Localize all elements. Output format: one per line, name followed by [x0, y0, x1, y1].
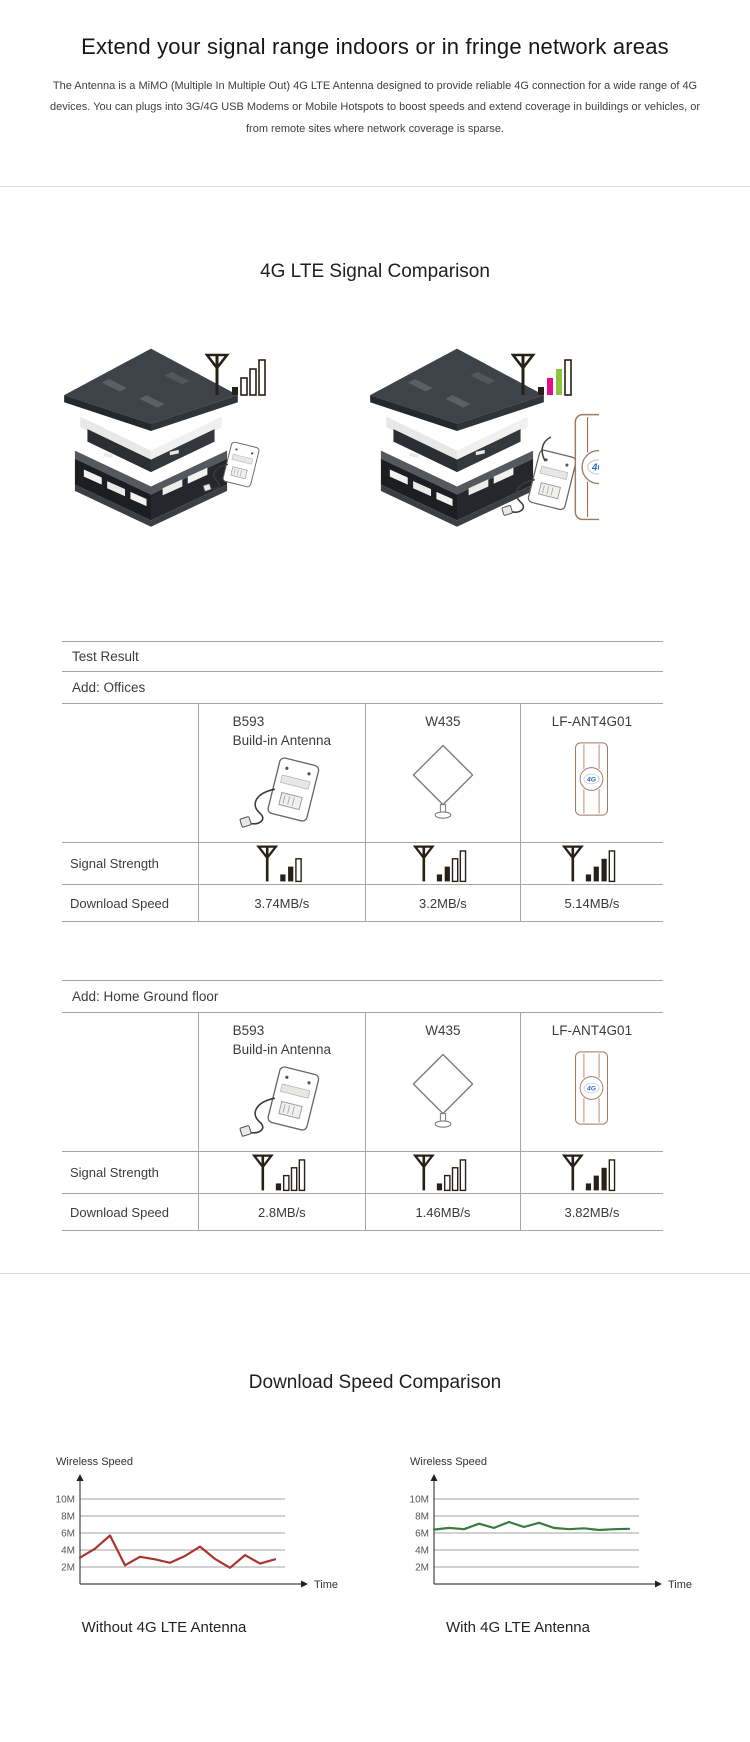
row-label-download-speed: [62, 884, 198, 921]
product-name: B593: [232, 1023, 265, 1039]
signal-cell-b593: [198, 842, 365, 884]
table-corner-cell: [62, 704, 198, 842]
svg-text:6M: 6M: [415, 1528, 429, 1540]
column-header-lf-ant4g01: [520, 704, 663, 842]
section-title-download-speed: Download Speed Comparison: [248, 1372, 502, 1394]
row-label-text: Download Speed: [70, 1204, 170, 1220]
row-label-signal-strength: [62, 1151, 198, 1193]
column-header-lf-ant4g01: [520, 1013, 663, 1151]
modem-device-illustration: [201, 429, 265, 505]
svg-text:2M: 2M: [415, 1562, 429, 1574]
column-header-b593: [198, 704, 365, 842]
section-divider-bottom: [0, 1273, 750, 1274]
product-subname: Build-in Antenna: [232, 1041, 331, 1057]
product-image-w435: [407, 742, 479, 822]
download-speed-b593: 3.74MB/s: [198, 884, 365, 921]
scene-without-antenna: [55, 341, 344, 537]
signal-bars-icon: [511, 347, 578, 403]
download-speed-w435: 1.46MB/s: [365, 1193, 520, 1230]
test-table-home-ground-floor: [62, 980, 663, 1231]
comparison-table: [62, 703, 663, 922]
svg-text:4M: 4M: [415, 1545, 429, 1557]
signal-cell-w435: [365, 842, 520, 884]
charts-row: [0, 1456, 750, 1636]
section-divider-top: [0, 186, 750, 187]
product-image-lf-ant4g01: [573, 740, 610, 818]
page-title: Extend your signal range indoors or in fringe network areas: [81, 34, 669, 59]
column-header-b593: [198, 1013, 365, 1151]
product-image-w435: [407, 1051, 479, 1131]
chart-without-antenna: [40, 1456, 352, 1636]
houses-row: [0, 341, 750, 537]
section-title-signal-comparison: 4G LTE Signal Comparison: [260, 261, 490, 283]
column-header-w435: [365, 704, 520, 842]
product-name: LF-ANT4G01: [551, 714, 633, 730]
line-chart-with-antenna: [394, 1471, 706, 1603]
column-header-w435: [365, 1013, 520, 1151]
product-name: W435: [425, 714, 461, 730]
signal-bars-icon: [253, 844, 311, 884]
row-label-download-speed: [62, 1193, 198, 1230]
svg-text:10M: 10M: [55, 1494, 75, 1506]
table-caption: Add: Home Ground floor: [62, 980, 663, 1012]
table-caption: Add: Offices: [72, 680, 146, 696]
chart-y-axis-label: Wireless Speed: [56, 1456, 134, 1469]
signal-bars-icon: [248, 1153, 315, 1193]
download-speed-section: [0, 1372, 750, 1636]
test-table-offices: [62, 641, 663, 922]
product-image-lf-ant4g01: [573, 1049, 610, 1127]
svg-text:Time: Time: [668, 1579, 693, 1592]
signal-cell-lf-ant4g01: [520, 842, 663, 884]
row-label-signal-strength: [62, 842, 198, 884]
svg-text:8M: 8M: [61, 1511, 75, 1523]
table-pre-caption: [62, 641, 663, 672]
svg-text:6M: 6M: [61, 1528, 75, 1540]
signal-bars-icon: [558, 844, 625, 884]
svg-text:Time: Time: [314, 1579, 339, 1592]
page-header: [0, 34, 750, 140]
svg-text:4M: 4M: [61, 1545, 75, 1557]
signal-bars-icon: [409, 1153, 476, 1193]
table-corner-cell: [62, 1013, 198, 1151]
download-speed-w435: 3.2MB/s: [365, 884, 520, 921]
row-label-text: Signal Strength: [70, 856, 159, 872]
row-label-text: Signal Strength: [70, 1165, 159, 1181]
product-subname: Build-in Antenna: [232, 732, 331, 748]
product-image-b593: [236, 1064, 328, 1140]
svg-text:8M: 8M: [415, 1511, 429, 1523]
signal-bars-icon: [205, 347, 272, 403]
scene-with-antenna: [361, 341, 650, 537]
line-chart-without-antenna: [40, 1471, 352, 1603]
download-speed-lf-ant4g01: 5.14MB/s: [520, 884, 663, 921]
product-name: B593: [232, 714, 265, 730]
intro-text: The Antenna is a MiMO (Multiple In Multiple Out) 4G LTE Antenna designed to provide reliable 4G connection for a wide range of 4G devices. You can plugs into 3G/4G USB Modems or Mobile Hotspots to boost speeds and extend coverage in buildings or vehicles, or from remote sites where network coverage is sparse.: [50, 80, 700, 135]
chart-caption: Without 4G LTE Antenna: [81, 1619, 247, 1637]
svg-text:2M: 2M: [61, 1562, 75, 1574]
product-image-b593: [236, 755, 328, 831]
signal-cell-b593: [198, 1151, 365, 1193]
signal-comparison-section: [0, 261, 750, 1231]
pre-caption-text: Test Result: [72, 649, 139, 665]
product-name: LF-ANT4G01: [551, 1023, 633, 1039]
chart-with-antenna: [394, 1456, 706, 1636]
signal-cell-lf-ant4g01: [520, 1151, 663, 1193]
signal-cell-w435: [365, 1151, 520, 1193]
chart-y-axis-label: Wireless Speed: [410, 1456, 488, 1469]
row-label-text: Download Speed: [70, 895, 170, 911]
modem-with-antenna-illustration: [499, 403, 599, 521]
signal-bars-icon: [558, 1153, 625, 1193]
signal-bars-icon: [409, 844, 476, 884]
svg-text:10M: 10M: [409, 1494, 429, 1506]
chart-caption: With 4G LTE Antenna: [446, 1619, 590, 1637]
download-speed-b593: 2.8MB/s: [198, 1193, 365, 1230]
product-name: W435: [425, 1023, 461, 1039]
download-speed-lf-ant4g01: 3.82MB/s: [520, 1193, 663, 1230]
comparison-table: [62, 1012, 663, 1231]
